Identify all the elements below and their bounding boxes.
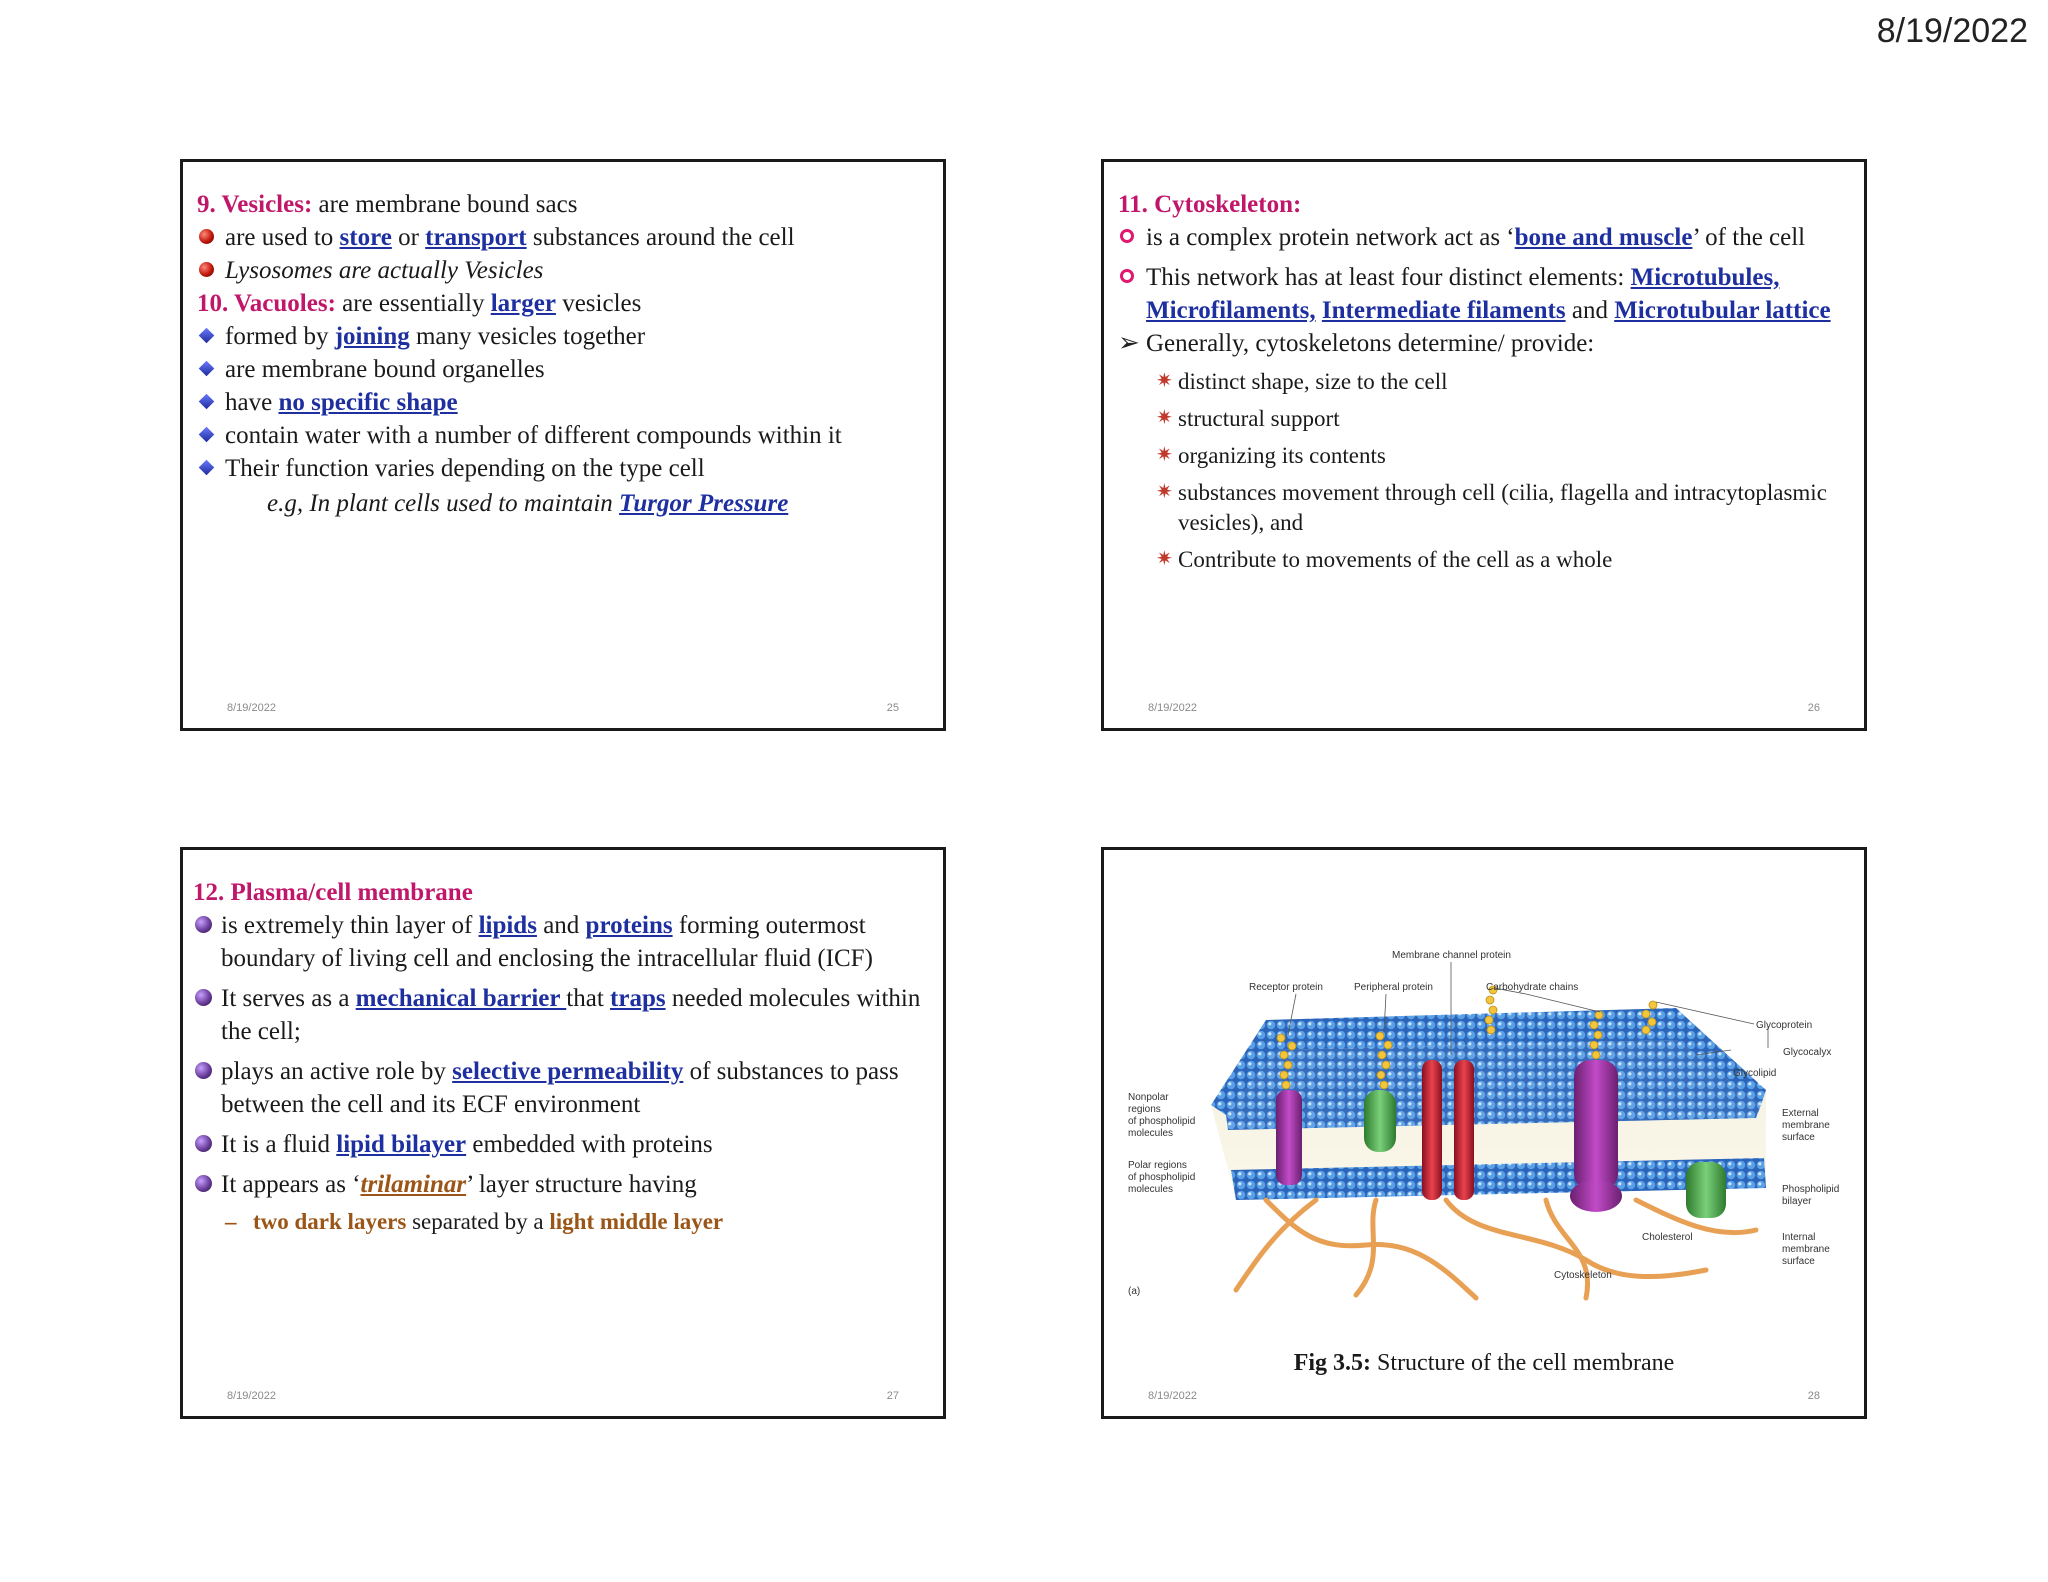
label-bilayer-1: Phospholipid <box>1782 1184 1840 1195</box>
slide-26 <box>1101 159 1867 731</box>
label-internal-3: surface <box>1782 1256 1815 1267</box>
intermediate-filaments-link: Intermediate filaments <box>1321 297 1566 324</box>
purple-ball-bullet-icon <box>195 1135 212 1152</box>
label-polar-3: molecules <box>1128 1184 1174 1195</box>
lysosome-note: Lysosomes are actually Vesicles <box>225 257 544 284</box>
text: and <box>536 912 586 939</box>
page-number: 28 <box>1807 1390 1820 1402</box>
traps-link: traps <box>610 985 666 1012</box>
light-middle-layer: light middle layer <box>549 1209 724 1234</box>
label-bilayer-2: bilayer <box>1782 1196 1812 1207</box>
list-item <box>1118 221 1854 254</box>
purple-ball-bullet-icon <box>195 1175 212 1192</box>
label-polar-2: of phospholipid <box>1128 1172 1196 1183</box>
internal-peripheral-protein <box>1686 1162 1726 1218</box>
text: needed molecules within the cell; <box>221 985 921 1045</box>
selective-permeability-link: selective permeability <box>452 1058 684 1085</box>
label-glycolipid: Glycolipid <box>1733 1068 1777 1079</box>
glycoprotein-base <box>1570 1180 1622 1212</box>
label-nonpolar-3: of phospholipid <box>1128 1116 1196 1127</box>
receptor-protein <box>1276 1090 1302 1185</box>
sub-item <box>193 1205 933 1238</box>
label-external-3: surface <box>1782 1132 1815 1143</box>
list-item <box>197 452 933 485</box>
text: ’ of the cell <box>1692 224 1806 251</box>
footer-date: 8/19/2022 <box>227 1390 276 1402</box>
diamond-bullet-icon <box>199 361 215 377</box>
label-glycocalyx: Glycocalyx <box>1783 1047 1832 1058</box>
sub-item <box>1118 545 1854 575</box>
red-ball-bullet-icon <box>199 229 214 244</box>
mechanical-barrier-link: mechanical barrier <box>355 985 567 1012</box>
text: is a complex protein network act as ‘ <box>1146 224 1515 251</box>
red-ball-bullet-icon <box>199 262 214 277</box>
star-bullet-icon: ✷ <box>1156 444 1173 466</box>
pink-e-bullet-icon <box>1120 229 1134 243</box>
list-item <box>193 1168 933 1201</box>
footer-date: 8/19/2022 <box>1148 1390 1197 1402</box>
larger-link: larger <box>490 290 556 317</box>
vesicles-intro: are membrane bound sacs <box>312 191 578 218</box>
purple-ball-bullet-icon <box>195 1062 212 1079</box>
footer-date: 8/19/2022 <box>1148 702 1197 714</box>
arrow-bullet-icon: ➢ <box>1118 328 1140 357</box>
trilaminar-link: trilaminar <box>360 1171 467 1198</box>
text: that <box>566 985 611 1012</box>
text: ’ layer structure having <box>466 1171 697 1198</box>
microtubular-lattice-link: Microtubular lattice <box>1614 297 1831 324</box>
text: are membrane bound organelles <box>225 356 545 383</box>
text: Contribute to movements of the cell as a whole <box>1178 547 1613 572</box>
transport-link: transport <box>425 224 527 251</box>
text: or <box>391 224 426 251</box>
text: distinct shape, size to the cell <box>1178 369 1448 394</box>
text: Generally, cytoskeletons determine/ provide: <box>1146 330 1595 357</box>
cytoskeleton-title: 11. Cytoskeleton: <box>1118 191 1302 218</box>
vesicles-heading <box>197 188 933 221</box>
slide-27-content <box>193 876 933 1238</box>
text: forming outermost boundary of living cell and enclosing the intracellular fluid (ICF) <box>221 912 873 972</box>
text: organizing its contents <box>1178 443 1386 468</box>
diamond-bullet-icon <box>199 328 215 344</box>
text: and <box>1565 297 1615 324</box>
caption-label: Fig 3.5: <box>1293 1350 1372 1376</box>
list-item <box>1118 261 1854 327</box>
text: contain water with a number of different compounds within it <box>225 422 842 449</box>
text: have <box>225 389 279 416</box>
purple-ball-bullet-icon <box>195 989 212 1006</box>
figure-caption <box>1104 1350 1864 1377</box>
channel-protein-left <box>1422 1060 1442 1200</box>
microfilaments-link: Microfilaments, <box>1146 297 1316 324</box>
sub-item <box>1118 478 1854 538</box>
bone-and-muscle-link: bone and muscle <box>1514 224 1693 251</box>
text: It appears as ‘ <box>221 1171 361 1198</box>
text: separated by a <box>406 1209 550 1234</box>
text: is extremely thin layer of <box>221 912 479 939</box>
list-item <box>197 254 933 287</box>
purple-ball-bullet-icon <box>195 916 212 933</box>
list-item <box>197 419 933 452</box>
proteins-link: proteins <box>585 912 673 939</box>
page-number: 25 <box>886 702 899 714</box>
slide-25-content <box>197 188 933 520</box>
vacuoles-title: 10. Vacuoles: <box>197 290 336 317</box>
list-item <box>193 1055 933 1121</box>
store-link: store <box>339 224 392 251</box>
label-panel-a: (a) <box>1128 1286 1141 1297</box>
page-date: 8/19/2022 <box>1876 12 2028 50</box>
label-polar-1: Polar regions <box>1128 1160 1187 1171</box>
text: vesicles <box>555 290 642 317</box>
label-cholesterol: Cholesterol <box>1642 1232 1693 1243</box>
outer-leaflet-front <box>1226 1040 1761 1130</box>
caption-text: Structure of the cell membrane <box>1371 1350 1675 1376</box>
label-glycoprotein: Glycoprotein <box>1756 1020 1813 1031</box>
text: substances around the cell <box>526 224 795 251</box>
text: structural support <box>1178 406 1340 431</box>
star-bullet-icon: ✷ <box>1156 407 1173 429</box>
text: Their function varies depending on the type cell <box>225 455 705 482</box>
sub-item <box>1118 367 1854 397</box>
plasma-membrane-title: 12. Plasma/cell membrane <box>193 879 473 906</box>
vesicles-title: 9. Vesicles: <box>197 191 313 218</box>
label-carbohydrate-chains: Carbohydrate chains <box>1486 982 1579 993</box>
sub-item <box>1118 441 1854 471</box>
slide-27 <box>180 847 946 1419</box>
pink-e-bullet-icon <box>1120 269 1134 283</box>
list-item <box>1118 327 1854 360</box>
star-bullet-icon: ✷ <box>1156 481 1173 503</box>
diamond-bullet-icon <box>199 460 215 476</box>
text: of substances to pass between the cell and its ECF environment <box>221 1058 899 1118</box>
page-number: 26 <box>1807 702 1820 714</box>
cell-membrane-diagram <box>1116 900 1852 1314</box>
page-number: 27 <box>886 1390 899 1402</box>
sub-item <box>1118 404 1854 434</box>
label-internal-2: membrane <box>1782 1244 1830 1255</box>
peripheral-protein <box>1364 1090 1396 1152</box>
slide-25 <box>180 159 946 731</box>
diamond-bullet-icon <box>199 394 215 410</box>
no-specific-shape-link: no specific shape <box>278 389 458 416</box>
slide-26-content <box>1118 188 1854 575</box>
label-nonpolar-1: Nonpolar <box>1128 1092 1169 1103</box>
list-item <box>197 320 933 353</box>
channel-protein-right <box>1454 1060 1474 1200</box>
text: substances movement through cell (cilia, flagella and intracytoplasmic vesicles), and <box>1178 480 1827 535</box>
label-peripheral-protein: Peripheral protein <box>1354 982 1433 993</box>
lipids-link: lipids <box>478 912 537 939</box>
star-bullet-icon: ✷ <box>1156 370 1173 392</box>
lipid-bilayer-link: lipid bilayer <box>336 1131 467 1158</box>
slide-28 <box>1101 847 1867 1419</box>
text: embedded with proteins <box>466 1131 713 1158</box>
list-item <box>197 353 933 386</box>
microtubules-link: Microtubules, <box>1630 264 1780 291</box>
text: formed by <box>225 323 335 350</box>
label-external-2: membrane <box>1782 1120 1830 1131</box>
label-receptor-protein: Receptor protein <box>1249 982 1323 993</box>
text: It serves as a <box>221 985 356 1012</box>
list-item <box>193 909 933 975</box>
list-item <box>193 982 933 1048</box>
glycoprotein <box>1574 1060 1618 1190</box>
footer-date: 8/19/2022 <box>227 702 276 714</box>
label-cytoskeleton: Cytoskeleton <box>1554 1270 1612 1281</box>
two-dark-layers: two dark layers <box>253 1209 407 1234</box>
text: are used to <box>225 224 340 251</box>
diamond-bullet-icon <box>199 427 215 443</box>
vacuoles-heading <box>197 287 933 320</box>
text: e.g, In plant cells used to maintain <box>267 490 620 517</box>
list-item <box>197 386 933 419</box>
text: This network has at least four distinct elements: <box>1146 264 1631 291</box>
star-bullet-icon: ✷ <box>1156 548 1173 570</box>
example-line <box>197 487 933 520</box>
text: many vesicles together <box>409 323 646 350</box>
label-membrane-channel-protein: Membrane channel protein <box>1392 950 1511 961</box>
label-internal-1: Internal <box>1782 1232 1816 1243</box>
list-item <box>193 1128 933 1161</box>
joining-link: joining <box>334 323 410 350</box>
label-nonpolar-4: molecules <box>1128 1128 1174 1139</box>
turgor-pressure-link: Turgor Pressure <box>619 490 789 517</box>
cytoskeleton-fibers <box>1236 1200 1756 1298</box>
label-external-1: External <box>1782 1108 1819 1119</box>
text: plays an active role by <box>221 1058 453 1085</box>
text: are essentially <box>335 290 491 317</box>
list-item <box>197 221 933 254</box>
label-nonpolar-2: regions <box>1128 1104 1161 1115</box>
dash-marker: – <box>225 1209 237 1234</box>
text: It is a fluid <box>221 1131 337 1158</box>
